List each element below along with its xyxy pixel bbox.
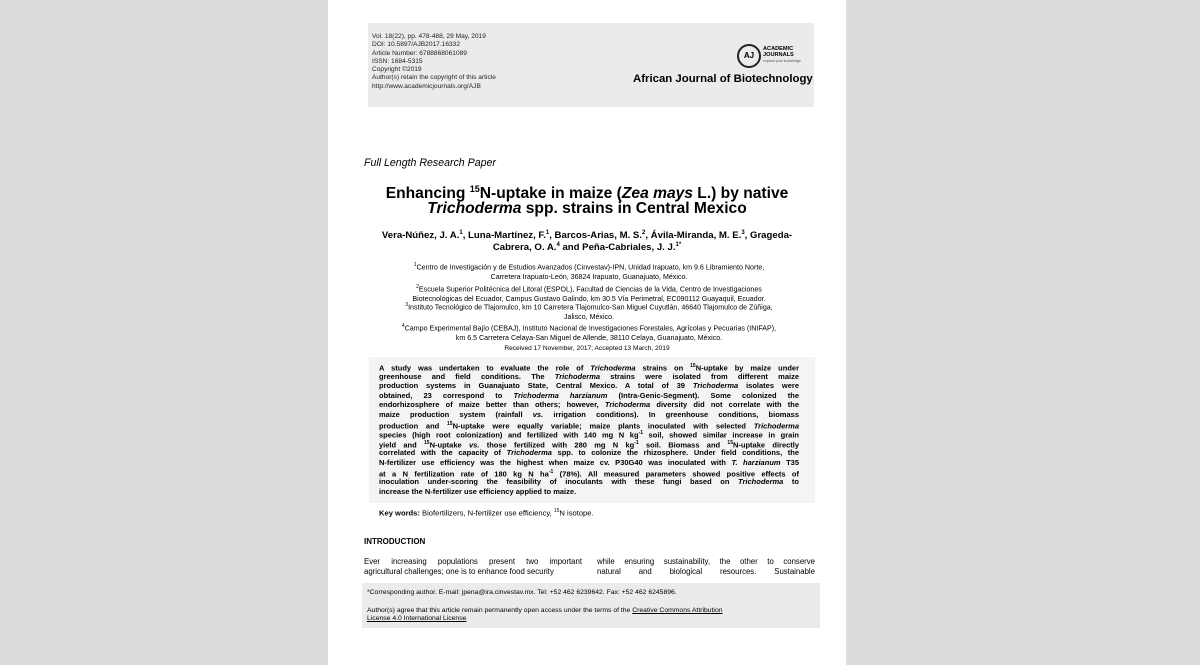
author-affiliation-mark: 3 [741,230,745,236]
license-note: Author(s) agree that this article remain permanently open access under the terms of the Creative Commons Attribution [367,607,723,614]
body-text-left: Ever increasing populations present two important agricultural challenges; one is to enhance food security [364,557,582,576]
logo-line2: JOURNALS [763,52,794,58]
abstract-line: increase the N-fertilizer use efficiency applied to maize. [379,486,577,496]
received-date: Received 17 November, 2017; Accepted 13 March, 2019 [504,345,670,352]
meta-issn: ISSN: 1684-5315 [372,57,423,65]
license-note-line2 [367,615,466,623]
title-line-1: Enhancing $^{15}$N-uptake in maize (Zea mays L.) by native [385,184,789,203]
meta-volume: Vol. 18(22), pp. 478-488, 29 May, 2019 [372,33,486,40]
author-affiliation-mark: 4 [556,242,560,248]
affiliation: $^3$Instituto Tecnológico de Tlajomulco, km 10 Carretera Tlajomulco-San Miguel Cuyutlán, 46640 Tlajomulco de Zúñiga, Jalisco, México. [405,302,773,321]
logo-line1: ACADEMIC [763,46,794,52]
abstract-line: A study was undertaken to evaluate the role of Trichoderma strains on $^{15}$N-uptake by maize under [379,363,799,373]
author-name: , Ávila-Miranda, M. E. [645,230,742,242]
logo-tagline: expand your knowledge [763,59,801,63]
body-text-right: while ensuring sustainability, the other to conserve natural and biological resources. Sustainable [597,557,815,576]
affiliation: $^1$Centro de Investigación y de Estudios Avanzados (Cinvestav)-IPN, Unidad Irapuato, km 9.6 Libramiento Norte, Carretera Irapuato-León, 36824 Irapuato, Guanajuato, México. [413,262,765,281]
meta-copyright: Copyright ©2019 [372,66,422,74]
author-affiliation-mark: 1 [545,230,550,236]
abstract-line: species (high root colonization) and fertilized with 140 mg N $kg^{-1}$ soil, showed similar increase in grain [379,430,799,440]
logo-wordmark [763,46,794,58]
article-metadata [372,33,496,91]
author-name: Vera-Núñez, J. A. [381,230,460,242]
corresponding-author: *Corresponding author. E-mail: jpena@ira.cinvestav.mx. Tel: +52 462 6239642. Fax: +52 462 6245896. [367,589,677,596]
meta-url[interactable]: http://www.academicjournals.org/AJB [372,82,481,90]
abstract-line: obtained, 23 correspond to Trichoderma harzianum (Intra-Genic-Segment). Some colonized the [379,390,799,400]
abstract-line: maize production system (rainfall vs. irrigation conditions). In greenhouse conditions, biomass [379,410,799,419]
author-name: , Barcos-Arias, M. S. [549,230,642,242]
author-name: Cabrera, O. A. [492,242,557,254]
aj-logo-icon: AJ [737,44,761,68]
keywords: Key words: Biofertilizers, N-fertilizer use efficiency, $^{15}$N isotope. [379,508,594,518]
affiliation: $^2$Escuela Superior Politécnica del Litoral (ESPOL), Facultad de Ciencias de la Vida, Centro de Investigaciones Biotecnológicas del Ecuador, Campus Gustavo Galindo, km 30.5 Vía Perimetral, EC090112 Guayaquil, Ecuador. [412,284,766,303]
author-affiliation-mark: 1* [675,242,682,248]
abstract-line: inoculation under-scoring the feasibility of inoculants with these fungi based on Trichoderma to [379,477,799,487]
meta-rights: Author(s) retain the copyright of this article [372,74,496,82]
abstract-line: at a N fertilization rate of 180 kg N $ha^{-1}$ (78%). All measured parameters showed positive effects of [379,468,799,479]
abstract-line: production and $^{15}$N-uptake were equally variable; maize plants inoculated with selected Trichoderma [379,420,799,431]
author-affiliation-mark: 1 [459,230,463,236]
abstract-line: yield and $^{15}$N-uptake vs. those fertilized with 280 mg N $kg^{-1}$ soil. Biomass and $^{15}$N-uptake directly [379,439,800,450]
author-name: and Peña-Cabriales, J. J. [559,242,676,254]
author-name: , Luna-Martínez, F. [462,230,546,242]
meta-doi[interactable]: DOI: 10.5897/AJB2017.16332 [372,41,460,49]
abstract-line: N-fertilizer use efficiency was the highest when maize cv. P30G40 was inoculated with T. harzianum T35 [379,458,800,467]
author-affiliation-mark: 2 [642,230,646,236]
title-line-2: Trichoderma spp. strains in Central Mexico [427,200,747,217]
paper-type: Full Length Research Paper [364,157,496,169]
authors-line-2 [340,240,834,254]
section-heading-introduction: INTRODUCTION [364,537,426,546]
meta-article-number: Article Number: 6788868061089 [372,49,467,57]
abstract-line: greenhouse and field conditions. The Trichoderma strains were isolated from different maize [379,371,800,381]
journal-name: African Journal of Biotechnology [633,73,813,85]
author-name: , Grageda- [744,230,793,242]
abstract-line: production systems in Guanajuato State, Central Mexico. A total of 39 Trichoderma isolates were [379,381,799,391]
abstract-line: correlated with the capacity of Trichoderma spp. to colonize the rhizosphere. Under field conditions, the [379,448,800,458]
abstract-line: endorhizosphere of maize better than others; however, Trichoderma diversity did not correlate with the [379,400,799,410]
license-link[interactable]: Creative Commons Attribution [632,607,723,614]
affiliation: $^4$Campo Experimental Bajío (CEBAJ), Instituto Nacional de Investigaciones Forestales, Agrícolas y Pecuarias (INIFAP), km 6.5 Carretera Celaya-San Miguel de Allende, 38110 Celaya, Guanajuato, México. [401,323,777,342]
license-link-2[interactable]: License 4.0 International License [367,615,467,622]
